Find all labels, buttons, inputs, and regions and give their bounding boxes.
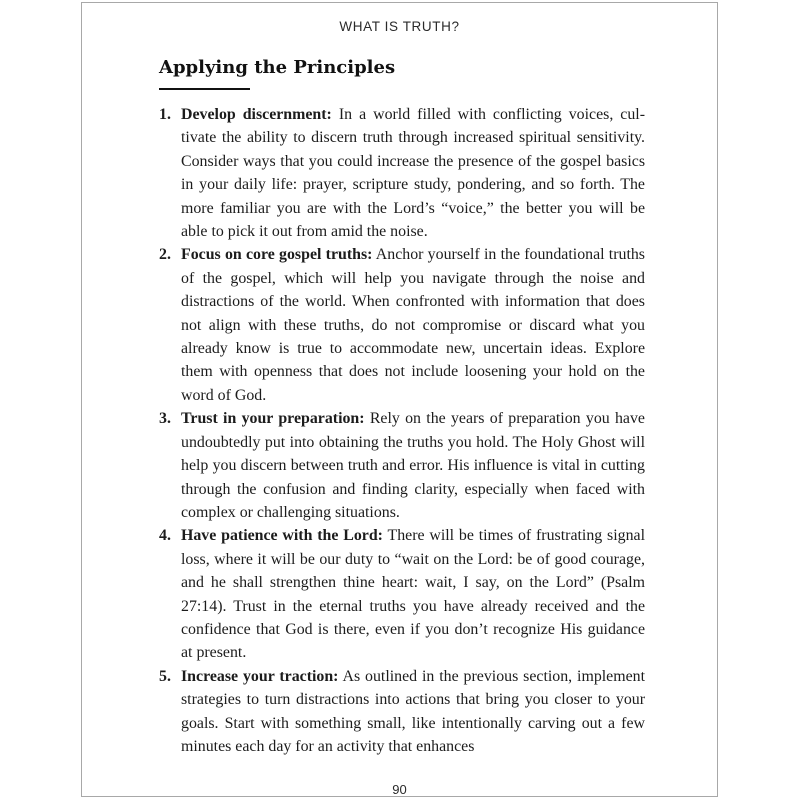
item-lead: Focus on core gospel truths: — [181, 246, 373, 264]
item-number: 5. — [159, 667, 171, 685]
item-body: Anchor yourself in the foundational truths of the gospel, which will help you navigate through the noise and distractions of the world. When confronted with information that does not align with these truths, do not compromise or discard what you already know is true to accommodate new, uncertain ideas. Explore them with openness that does not include loosening your hold on the word of God. — [181, 246, 645, 404]
item-lead: Trust in your preparation: — [181, 410, 365, 428]
section-heading: Applying the Principles — [159, 57, 396, 78]
item-number: 3. — [159, 410, 171, 428]
list-item — [159, 243, 645, 407]
list-item — [159, 524, 645, 664]
item-number: 1. — [159, 106, 171, 123]
item-body: There will be times of frustrating signal loss, where it will be our duty to “wait on the Lord: be of good courage, and he shall strengthen thine heart: wait, I say, on the Lord” (Psalm 27:14). Trust in the eternal truths you have already received and the confidence that God is there, even if you don’t recognize His guidance at present. — [181, 527, 645, 662]
list-item — [159, 103, 645, 243]
item-body: As outlined in the previous section, implement strategies to turn distractions into actions that bring you closer to your goals. Start with something small, like intentionally carving out a few minutes each day for an activity that enhances — [181, 667, 646, 755]
item-number: 4. — [159, 527, 171, 545]
principles-list — [159, 103, 645, 758]
item-lead: Develop discernment: — [181, 106, 332, 123]
list-item — [159, 407, 645, 524]
page-number: 90 — [392, 782, 407, 797]
item-lead: Have patience with the Lord: — [181, 527, 383, 545]
list-item — [159, 665, 645, 759]
item-body: In a world filled with conflicting voices, cultivate the ability to discern truth through increased spiritual sensitivity. Consider ways that you could increase the presence of the gospel basics in your daily life: prayer, scripture study, pondering, and so forth. The more familiar you are with the Lord’s “voice,” the better you will be able to pick it out from amid the noise. — [181, 106, 645, 241]
heading-underline — [159, 88, 250, 90]
book-page — [81, 2, 718, 797]
running-header: WHAT IS TRUTH? — [339, 19, 460, 34]
item-body: Rely on the years of preparation you have undoubtedly put into obtaining the truths you hold. The Holy Ghost will help you discern between truth and error. His influence is vital in cutting through the confusion and finding clarity, especially when faced with complex or challenging situations. — [181, 410, 645, 521]
item-number: 2. — [159, 246, 171, 264]
item-lead: Increase your traction: — [181, 667, 339, 685]
